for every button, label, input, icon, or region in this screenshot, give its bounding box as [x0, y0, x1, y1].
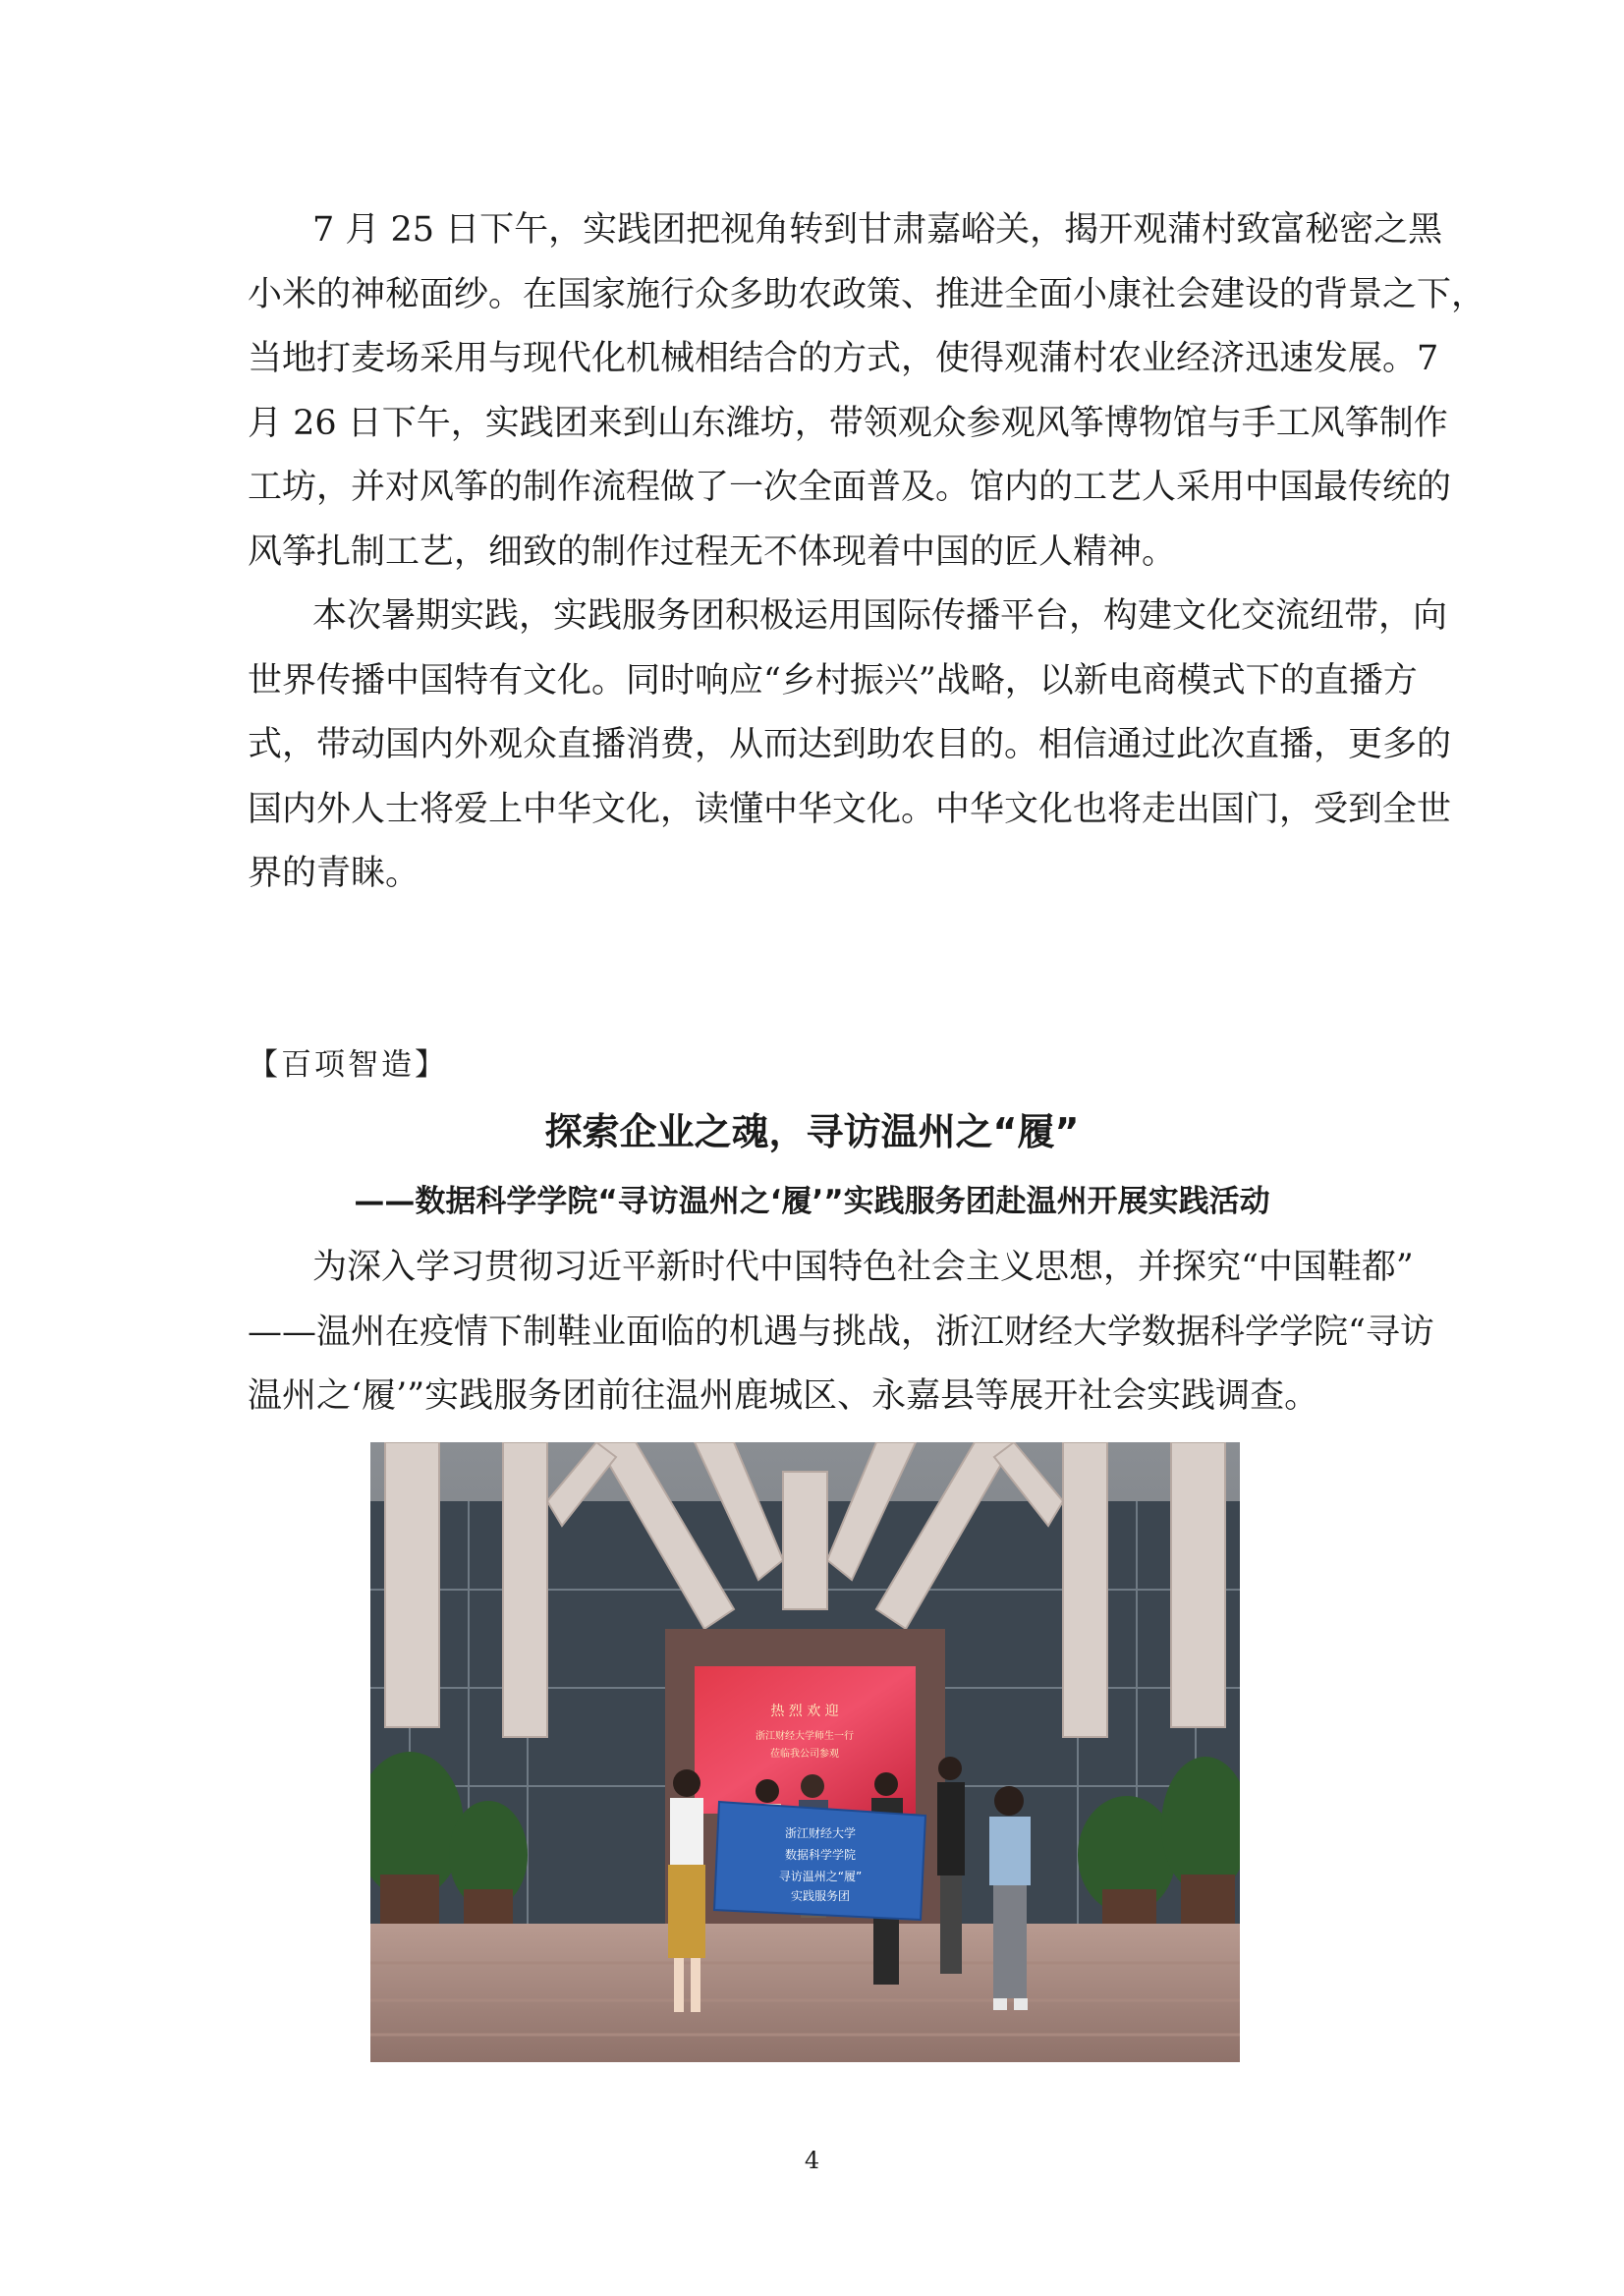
screen-text-guests: 浙江财经大学师生一行 — [756, 1731, 854, 1742]
text-line: 风筝扎制工艺，细致的制作过程无不体现着中国的匠人精神。 — [248, 532, 1177, 572]
text-line: 7 月 25 日下午，实践团把视角转到甘肃嘉峪关，揭开观蒲村致富秘密之黑 — [312, 210, 1443, 250]
text-line: 温州之‘履’”实践服务团前往温州鹿城区、永嘉县等展开社会实践调查。 — [248, 1376, 1319, 1416]
text-line: 工坊，并对风筝的制作流程做了一次全面普及。馆内的工艺人采用中国最传统的 — [248, 468, 1452, 507]
text-line: 小米的神秘面纱。在国家施行众多助农政策、推进全面小康社会建设的背景之下， — [248, 274, 1486, 314]
group-photo — [370, 1442, 1240, 2062]
banner-text-college: 数据科学学院 — [784, 1848, 857, 1862]
banner-text-university: 浙江财经大学 — [784, 1826, 857, 1840]
paragraph-summary — [248, 585, 1452, 907]
screen-text-welcome: 热 烈 欢 迎 — [770, 1704, 839, 1719]
banner-text-team: 实践服务团 — [790, 1889, 851, 1903]
text-line: 式，带动国内外观众直播消费，从而达到助农目的。相信通过此次直播，更多的 — [248, 725, 1452, 764]
section-tag: 【百项智造】 — [248, 1047, 448, 1083]
article-subtitle: ——数据科学学院“寻访温州之‘履’”实践服务团赴温州开展实践活动 — [354, 1184, 1270, 1219]
banner-text-theme: 寻访温州之“履” — [778, 1870, 863, 1883]
text-line: 为深入学习贯彻习近平新时代中国特色社会主义思想，并探究“中国鞋都” — [312, 1248, 1414, 1287]
page-number: 4 — [804, 2147, 820, 2174]
text-line: ——温州在疫情下制鞋业面临的机遇与挑战，浙江财经大学数据科学学院“寻访 — [248, 1312, 1434, 1352]
text-line: 世界传播中国特有文化。同时响应“乡村振兴”战略，以新电商模式下的直播方 — [248, 660, 1418, 700]
text-line: 月 26 日下午，实践团来到山东潍坊，带领观众参观风筝博物馆与手工风筝制作 — [248, 403, 1448, 443]
text-line: 当地打麦场采用与现代化机械相结合的方式，使得观蒲村农业经济迅速发展。7 — [248, 339, 1439, 378]
paragraph-intro — [248, 1236, 1434, 1429]
screen-text-visit: 莅临我公司参观 — [770, 1749, 839, 1760]
paragraph-july-activities — [248, 198, 1486, 585]
article-title: 探索企业之魂，寻访温州之“履” — [544, 1110, 1080, 1153]
text-line: 本次暑期实践，实践服务团积极运用国际传播平台，构建文化交流纽带，向 — [312, 596, 1448, 636]
text-line: 界的青睐。 — [248, 854, 420, 893]
text-line: 国内外人士将爱上中华文化，读懂中华文化。中华文化也将走出国门，受到全世 — [248, 789, 1452, 829]
